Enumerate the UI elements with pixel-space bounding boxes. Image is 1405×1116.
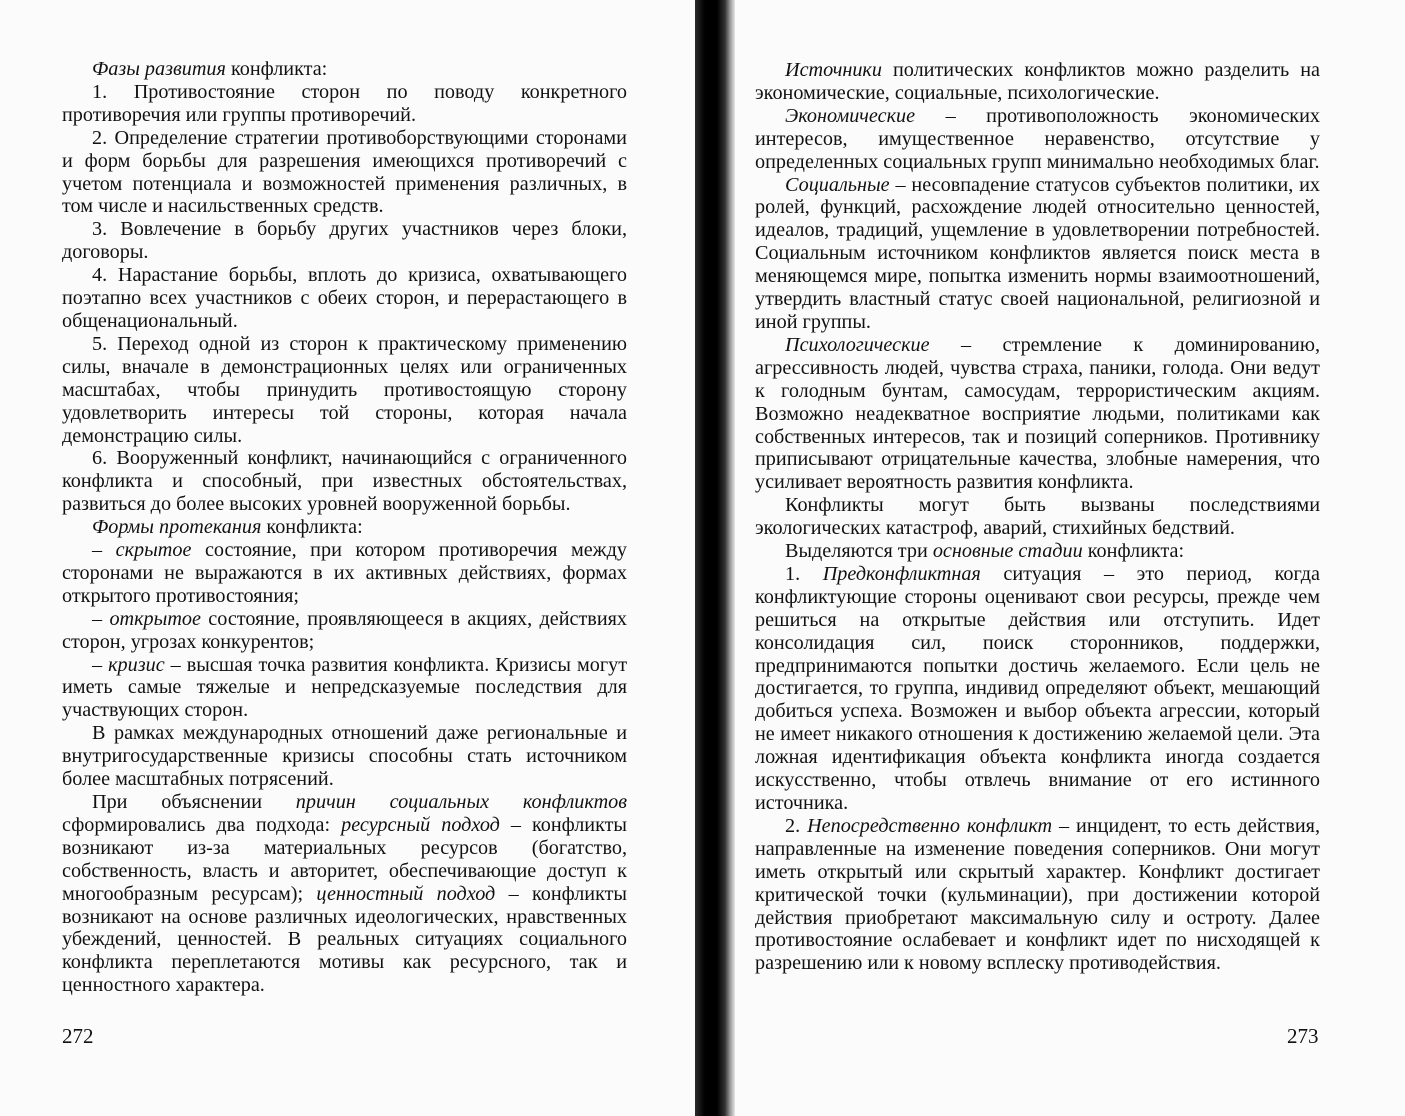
paragraph — [62, 654, 627, 723]
paragraph — [755, 59, 1320, 105]
text-run: состояние, при котором противоречия между сторонами не выражаются в их активных действиях, формах открытого противостояния; — [62, 539, 627, 607]
paragraph — [755, 105, 1320, 174]
text-run: конфликта: — [261, 516, 363, 539]
text-run: конфликта: — [1082, 540, 1185, 563]
left-page — [0, 0, 695, 1116]
text-run: 6. Вооруженный конфликт, начинающийся с ограниченного конфликта и способный, при известных обстоятельствах, развиться до более высоких уровней вооруженной борьбы. — [62, 447, 627, 516]
text-run: – конфликты возникают из-за материальных ресурсов (богатство, собственность, власть и авторитет, обеспечивающие доступ к многообразным ресурсам); — [62, 813, 627, 905]
text-run: состояние, проявляющееся в акциях, действиях сторон, угрозах конкурентов; — [62, 607, 628, 653]
paragraph — [62, 264, 627, 333]
text-run: – противоположность экономических интересов, имущественное неравенство, отсутствие у определенных социальных групп минимально необходимых благ. — [755, 104, 1320, 173]
text-run: – инцидент, то есть действия, направленные на изменение поведения соперников. Они могут иметь открытый или скрытый характер. Конфликт достигает критической точки (кульминации), при достижении которой действия приобретают максимальную силу и остроту. Далее противостояние ослабевает и конфликт идет по нисходящей к разрешению или к новому всплеску противодействия. — [755, 814, 1321, 975]
paragraph — [62, 608, 627, 654]
text-run: 1. Противостояние сторон по поводу конкретного противоречия или группы противоречий. — [62, 80, 627, 126]
page-number: 273 — [1287, 1024, 1319, 1048]
paragraph — [62, 127, 627, 219]
text-run: ситуация – это период, когда конфликтующие стороны оценивают свои ресурсы, прежде чем решиться на открытые действия или отступить. Идет консолидация сил, поиск сторонников, поддержки, предпринимаются попытки достичь желаемого. Если цель не достигается, то группа, индивид определяют объект, мешающий добиться успеха. Возможен и выбор объекта агрессии, который не имеет никакого отношения к достижению желаемой цели. Эта ложная идентификация объекта конфликта иногда создается искусственно, чтобы отвлечь внимание от его истинного источника. — [755, 562, 1320, 814]
paragraph — [62, 333, 627, 448]
text-run: политических конфликтов можно разделить на экономические, социальные, психологические. — [755, 59, 1320, 104]
italic-term: Экономические — [785, 104, 916, 127]
text-run: В рамках международных отношений даже региональные и внутригосударственные кризисы способны стать источником более масштабных потрясений. — [62, 722, 627, 791]
paragraph — [755, 540, 1320, 563]
italic-term: основные стадии — [932, 540, 1083, 563]
paragraph — [62, 58, 627, 81]
text-run: 4. Нарастание борьбы, вплоть до кризиса, охватывающего поэтапно всех участников с обеих сторон, и перерастающего в общенациональный. — [62, 264, 627, 332]
paragraph — [62, 447, 627, 516]
italic-term: открытое — [109, 607, 201, 630]
paragraph — [755, 815, 1320, 975]
italic-term: Формы протекания — [92, 516, 262, 539]
text-run: конфликта: — [225, 58, 328, 80]
text-run: – несовпадение статусов субъектов политики, их ролей, функций, расхождение людей относительно ценностей, идеалов, традиций, ущемление в удовлетворении потребностей. Социальным источником конфликтов является поиск места в меняющемся мире, попытка изменить нормы взаимоотношений, утвердить властный статус своей национальной, религиозной и иной группы. — [755, 173, 1320, 333]
text-run: 2. Определение стратегии противоборствующими сторонами и форм борьбы для разрешения имеющихся противоречий с учетом потенциала и возможностей применения различных, в том числе и насильственных средств. — [62, 126, 627, 218]
left-page-body — [62, 58, 627, 997]
paragraph — [62, 516, 627, 539]
page-number: 272 — [62, 1024, 94, 1048]
italic-term: Социальные — [785, 173, 890, 196]
text-run: – стремление к доминированию, агрессивность людей, чувства страха, паники, голода. Они ведут к голодным бунтам, самосудам, террористическим акциям. Возможно неадекватное восприятие людьми, политиками как собственных интересов, так и позиций соперников. Противнику приписывают отрицательные качества, злобные намерения, что усиливает вероятность развития конфликта. — [755, 333, 1320, 494]
paragraph — [62, 81, 627, 127]
paragraph — [755, 494, 1320, 540]
right-page — [735, 0, 1405, 1116]
text-run: сформировались два подхода: — [62, 813, 342, 836]
text-run: – — [92, 653, 109, 676]
italic-term: Фазы развития — [92, 58, 226, 80]
italic-term: кризис — [108, 653, 165, 676]
right-page-body — [755, 59, 1320, 975]
paragraph — [755, 334, 1320, 494]
italic-term: Непосредственно конфликт — [807, 814, 1053, 837]
italic-term: скрытое — [115, 539, 192, 562]
italic-term: Источники — [785, 59, 882, 81]
paragraph — [755, 174, 1320, 334]
italic-term: Предконфликтная — [822, 562, 981, 585]
book-spine — [695, 0, 735, 1116]
text-run: Выделяются три — [785, 540, 933, 563]
paragraph — [62, 539, 627, 608]
text-run: 5. Переход одной из сторон к практическому применению силы, вначале в демонстрационных целях или ограниченных масштабах, чтобы принудить противостоящую сторону удовлетворить интересы той стороны, которая начала демонстрацию силы. — [62, 332, 627, 447]
text-run: – высшая точка развития конфликта. Кризисы могут иметь самые тяжелые и непредсказуемые последствия для участвующих сторон. — [62, 653, 628, 722]
paragraph — [755, 563, 1320, 815]
text-run: Конфликты могут быть вызваны последствиями экологических катастроф, аварий, стихийных бедствий. — [755, 494, 1320, 540]
text-run: При объяснении — [92, 791, 296, 813]
text-run: – конфликты возникают на основе различных идеологических, нравственных убеждений, ценностей. В реальных ситуациях социального конфликта переплетаются мотивы как ресурсного, так и ценностного характера. — [62, 882, 627, 997]
italic-term: Психологические — [785, 333, 930, 356]
paragraph — [62, 722, 627, 791]
text-run: – — [92, 607, 110, 630]
text-run: 1. — [785, 562, 823, 585]
italic-term: ценностный подход — [316, 882, 496, 905]
italic-term: причин социальных конфликтов — [295, 791, 627, 813]
italic-term: ресурсный подход — [341, 813, 500, 836]
paragraph — [62, 791, 627, 997]
paragraph — [62, 218, 627, 264]
text-run: 3. Вовлечение в борьбу других участников через блоки, договоры. — [62, 218, 627, 264]
text-run: 2. — [785, 814, 808, 837]
text-run: – — [92, 539, 116, 562]
